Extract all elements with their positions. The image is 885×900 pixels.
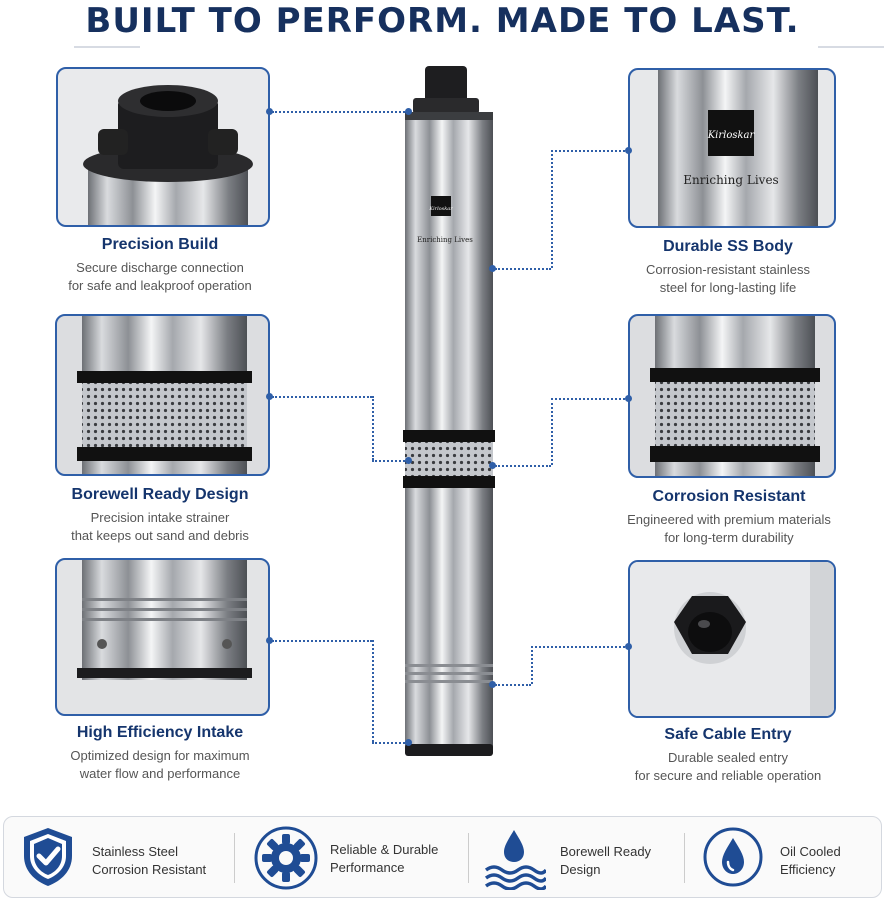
feature-bar [3,816,882,898]
connector-dot [625,395,632,402]
connector-dot [625,147,632,154]
feature-title: Corrosion Resistant [652,488,806,505]
connector-line [551,398,553,465]
shield-check-icon [20,826,76,888]
card-high-efficiency [55,558,270,716]
connector-line [372,640,374,742]
card-logo-text: Kirloskar [707,130,755,141]
strainer-detail-image [630,316,836,478]
feature-oil-cooled [702,817,877,899]
pump-body-upper [405,120,493,430]
headline-rule-left [74,46,140,48]
feature-text [330,841,438,877]
connector-line [372,742,408,744]
feature-line-1: Oil Cooled [780,844,841,859]
feature-line-2: Efficiency [780,862,836,877]
feature-desc-1: Corrosion-resistant stainless [645,262,810,277]
caption-borewell-ready [40,486,280,545]
feature-line-2: Corrosion Resistant [92,862,207,877]
connector-line [531,646,533,684]
connector-line [495,465,551,467]
pump-motor-body [405,488,493,750]
connector-line [551,150,629,152]
feature-title: Precision Build [101,236,219,253]
pump-logo-text: Kirloskar [429,206,453,212]
feature-title: Durable SS Body [663,238,793,255]
cable-gland-image [630,562,836,718]
feature-line-1: Stainless Steel [92,844,178,859]
divider [684,833,685,883]
gear-icon [254,826,318,890]
card-tagline: Enriching Lives [683,173,779,187]
pump-intake-strainer [405,442,493,476]
divider [234,833,235,883]
card-precision-build [56,67,270,227]
feature-desc-1: Precision intake strainer [90,510,230,525]
feature-text [780,843,841,879]
card-safe-cable [628,560,836,718]
feature-reliable [254,817,464,899]
feature-line-1: Reliable & Durable [330,842,439,857]
feature-line-1: Borewell Ready [560,844,652,859]
connector-line [551,398,629,400]
pump-tagline: Enriching Lives [417,236,473,244]
feature-desc-2: for secure and reliable operation [634,768,822,783]
oil-drop-icon [702,826,764,888]
feature-desc-2: that keeps out sand and debris [71,528,249,543]
feature-desc-2: steel for long-lasting life [659,280,797,295]
feature-borewell [482,817,682,899]
water-waves-icon [482,826,546,890]
feature-text [92,843,206,879]
caption-safe-cable [608,726,848,785]
intake-strainer-image [57,316,270,476]
feature-title: Borewell Ready Design [71,486,249,503]
feature-desc-2: for long-term durability [664,530,794,545]
card-durable-ss [628,68,836,228]
feature-desc-2: for safe and leakproof operation [68,278,252,293]
divider [468,833,469,883]
ss-body-image [630,70,836,228]
headline: BUILT TO PERFORM. MADE TO LAST. [85,1,800,41]
feature-line-2: Performance [330,860,405,875]
discharge-head-image [58,69,270,227]
caption-durable-ss [608,238,848,297]
connector-line [531,646,629,648]
connector-line [272,640,372,642]
caption-precision-build [40,236,280,295]
headline-rule-right [818,46,884,48]
connector-dot [405,457,412,464]
connector-dot [405,739,412,746]
card-corrosion-resistant [628,314,836,478]
connector-line [372,396,374,460]
connector-dot [625,643,632,650]
connector-line [272,396,372,398]
connector-line [372,460,408,462]
connector-line [551,150,553,268]
feature-line-2: Design [560,862,601,877]
feature-stainless-steel [20,817,230,899]
feature-title: High Efficiency Intake [76,724,244,741]
connector-line [495,268,551,270]
feature-text [560,843,651,879]
feature-desc-1: Secure discharge connection [76,260,244,275]
connector-dot [405,108,412,115]
feature-desc-2: water flow and performance [79,766,241,781]
motor-base-image [57,560,270,716]
feature-desc-1: Durable sealed entry [668,750,788,765]
caption-corrosion-resistant [604,488,854,547]
feature-title: Safe Cable Entry [664,726,792,743]
connector-line [272,111,408,113]
feature-desc-1: Optimized design for maximum [70,748,250,763]
card-borewell-ready [55,314,270,476]
pump-image [395,60,505,790]
caption-high-efficiency [40,724,280,783]
feature-desc-1: Engineered with premium materials [627,512,831,527]
connector-line [495,684,531,686]
